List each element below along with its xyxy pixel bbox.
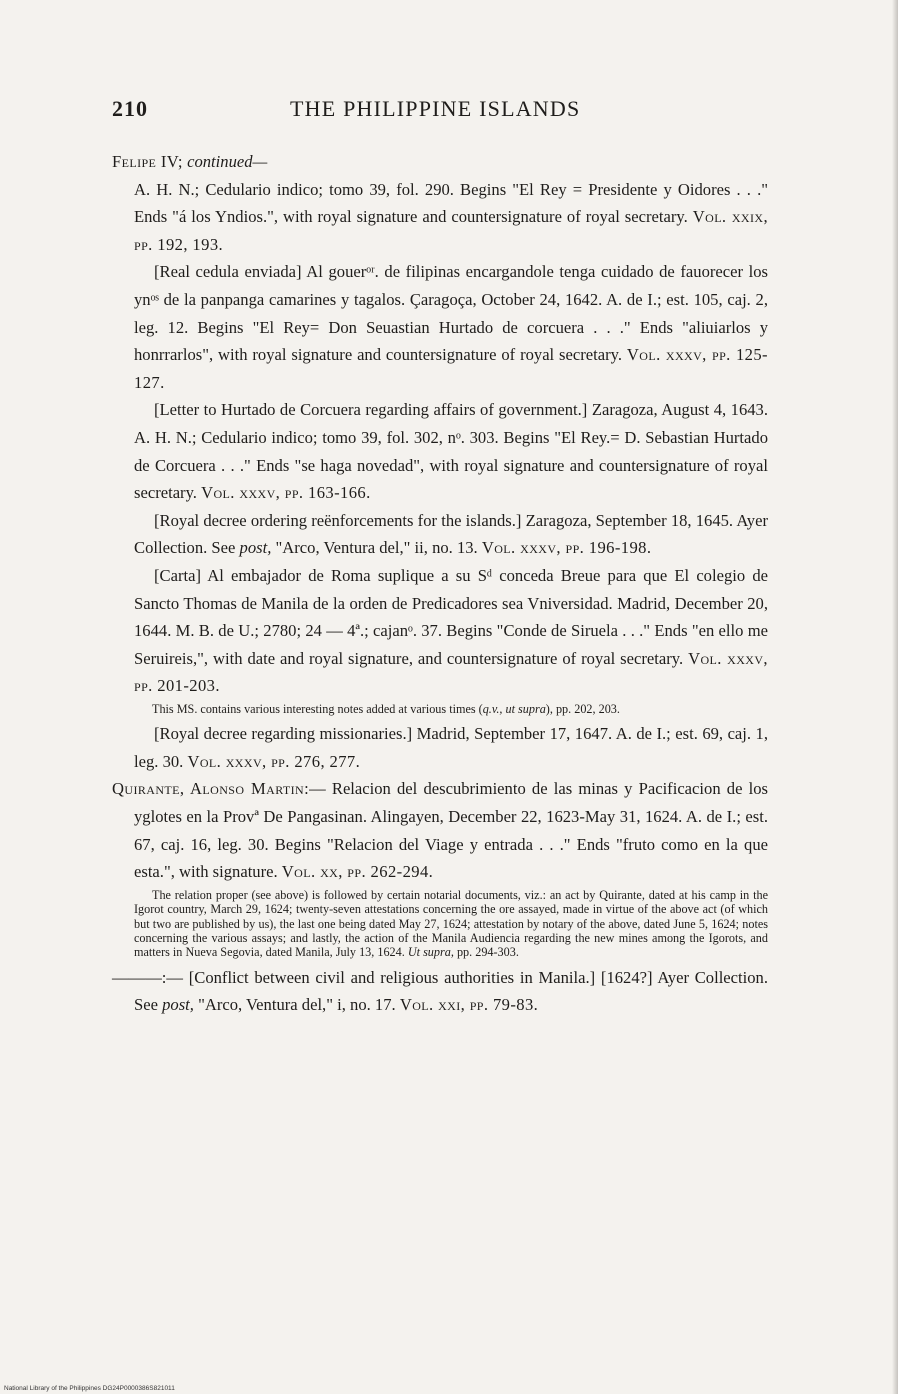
volume-ref: Vol. xxxv, pp. 125-127. (134, 345, 768, 392)
volume-ref: Vol. xx, pp. 262-294. (281, 862, 434, 882)
entry-3 (112, 396, 768, 506)
note-tail: pp. 294-303. (456, 945, 519, 960)
footnote-2 (112, 888, 768, 960)
entry-text: — [Conflict between civil and religious authorities in Manila.] [1624?] Ayer Collection. See (134, 967, 768, 1015)
page-edge-shadow (892, 0, 898, 1394)
entry-2 (112, 258, 768, 396)
entry-tail: "Arco, Ventura del," ii, no. 13. (275, 538, 478, 558)
page-content (112, 96, 768, 1019)
note-tail: ), pp. 202, 203. (545, 701, 620, 716)
entry-1 (112, 176, 768, 259)
page-number: 210 (112, 96, 148, 121)
entry-5 (112, 562, 768, 700)
entry-tail: "Arco, Ventura del," i, no. 17. (198, 995, 396, 1015)
entry-text: [Letter to Hurtado de Corcuera regarding affairs of government.] Zaragoza, August 4, 1643. A. H. N.; Cedulario indico; tomo 39, fol. 302, nᵒ. 303. Begins "El Rey.= D. Sebastian Hurtado de Corcuera . . ." Ends "se haga novedad", with royal signature and countersignature of royal secretary. (134, 400, 768, 503)
entry-quirante (112, 775, 768, 885)
note-italic: Ut supra, (407, 945, 454, 960)
volume-ref: Vol. xxxv, pp. 163-166. (201, 483, 371, 503)
volume-ref: Vol. xxix, pp. 192, 193. (134, 207, 769, 254)
post-ref: post, (239, 538, 272, 558)
note-text: This MS. contains various interesting notes added at various times ( (152, 701, 483, 716)
note-italic: q.v., ut supra (482, 701, 546, 716)
section-heading (112, 148, 768, 176)
entry-text: A. H. N.; Cedulario indico; tomo 39, fol. 290. Begins "El Rey = Presidente y Oidores . . ." Ends "á los Yndios.", with royal signature and countersignature of royal secretary. (134, 179, 768, 227)
volume-ref: Vol. xxxv, pp. 201-203. (134, 648, 768, 696)
footnote-1 (112, 702, 768, 716)
entry-text: [Carta] Al embajador de Roma suplique a su Sᵈ conceda Breue para que El colegio de Sancto Thomas de Manila de la orden de Predicadores sea Vniversidad. Madrid, December 20, 1644. M. B. de U.; 2780; 24 — 4ª.; cajanᵒ. 37. Begins "Conde de Siruela . . ." Ends "en ello me Seruireis,", with date and royal signature, and countersignature of royal secretary. (134, 565, 768, 668)
entry-text: [Real cedula enviada] Al gouerᵒʳ. de filipinas encargandole tenga cuidado de fauorecer los ynᵒˢ de la panpanga camarines y tagalos. Çaragoça, October 24, 1642. A. de I.; est. 105, caj. 2, leg. 12. Begins "El Rey= Don Seuastian Hurtado de corcuera . . ." Ends "aliuiarlos y honrrarlos", with royal signature and countersignature of royal secretary. (134, 262, 768, 365)
entry-conflict (112, 964, 768, 1019)
entry-4 (112, 507, 768, 562)
volume-ref: Vol. xxi, pp. 79-83. (399, 995, 539, 1015)
volume-ref: Vol. xxxv, pp. 196-198. (481, 538, 652, 558)
page-header (112, 96, 768, 130)
entry-6 (112, 720, 768, 775)
note-text: The relation proper (see above) is followed by certain notarial documents, viz.: an act by Quirante, dated at his camp in the Igorot country, March 29, 1624; twenty-seven attestations concerning the ore assayed, made in virtue of the above act (of which but two are published by us), the last one being dated May 27, 1624; attestation by notary of the above, dated June 5, 1624; notes concerning the various assays; and lastly, the action of the Manila Audiencia regarding the new mines among the Igorots, and matters in Nueva Segovia, dated Manila, July 13, 1624. (134, 887, 768, 960)
running-title: THE PHILIPPINE ISLANDS (290, 96, 581, 121)
author-name: Quirante, Alonso Martin: (112, 779, 310, 799)
entry-text: [Royal decree regarding missionaries.] Madrid, September 17, 1647. A. de I.; est. 69, caj. 1, leg. 30. (134, 724, 768, 771)
post-ref: post, (162, 995, 194, 1015)
entry-text: [Royal decree ordering reënforcements for the islands.] Zaragoza, September 18, 1645. Ayer Collection. See (134, 510, 768, 558)
volume-ref: Vol. xxxv, pp. 276, 277. (187, 751, 361, 771)
heading-name: Felipe IV; (112, 152, 183, 171)
entry-text: — Relacion del descubrimiento de las minas y Pacificacion de los yglotes en la Provª De Pangasinan. Alingayen, December 22, 1623-May 31, 1624. A. de I.; est. 67, caj. 16, leg. 30. Begins "Relacion del Viage y entrada . . ." Ends "fruto como en la que esta.", with signature. (134, 779, 768, 882)
dash-mark: ———: (112, 967, 167, 987)
heading-continued: continued— (187, 152, 268, 171)
scan-footer: National Library of the Philippines DG24P0000386S821011 (4, 1385, 175, 1392)
